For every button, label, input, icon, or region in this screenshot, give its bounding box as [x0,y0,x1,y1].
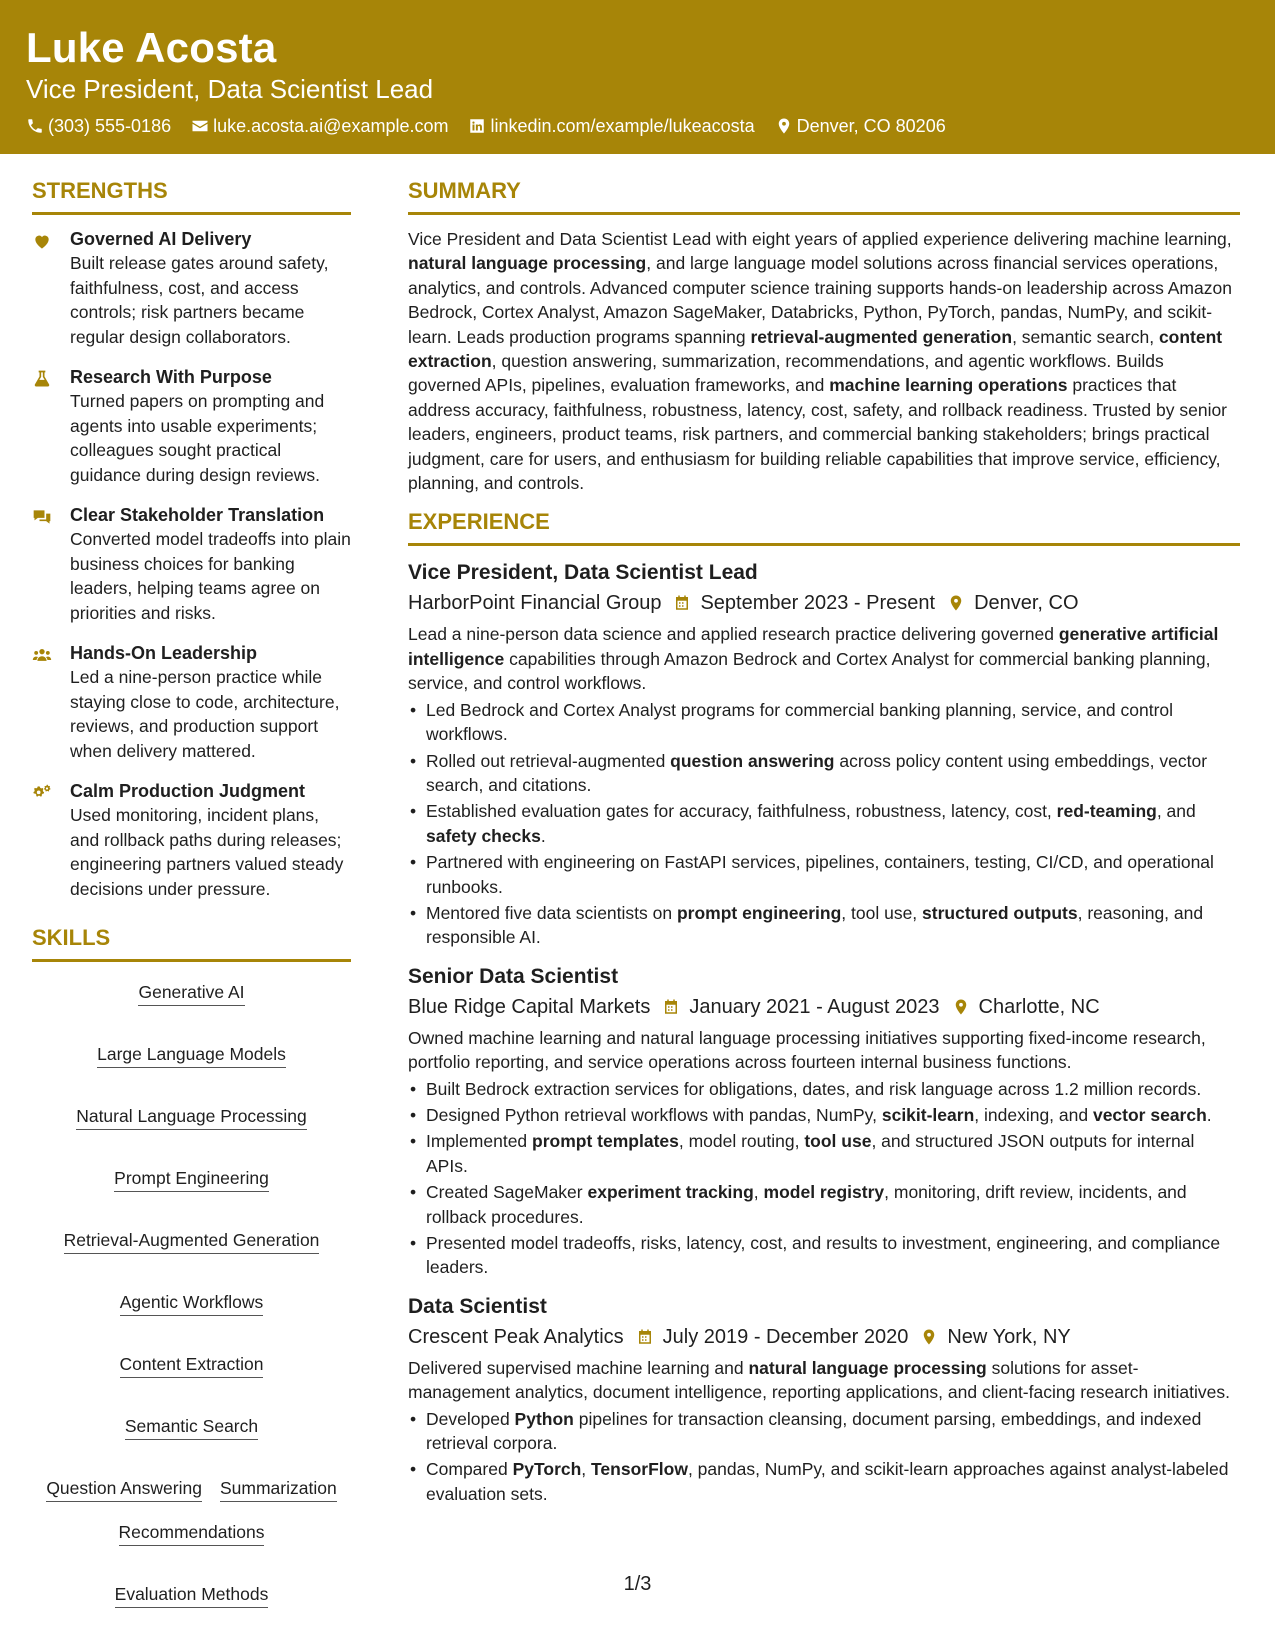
skill-tag: Retrieval-Augmented Generation [64,1228,320,1254]
text-run: . [540,825,546,846]
skills-heading: SKILLS [32,923,351,962]
summary-heading: SUMMARY [408,176,1240,215]
phone-text: (303) 555-0186 [48,116,172,136]
text-run: Led Bedrock and Cortex Analyst programs for commercial banking planning, service, and control workflows. [426,699,1174,745]
job-location: Charlotte, NC [978,995,1100,1018]
bullet-item [408,1077,1240,1101]
strength-item [32,641,351,763]
bold-text: retrieval-augmented generation [750,326,1013,347]
strength-description: Built release gates around safety, faithfulness, cost, and access controls; risk partners became regular design collaborators. [70,253,329,347]
text-run: Compared [426,1459,513,1480]
experience-entry [408,558,1240,949]
summary-text [408,227,1240,495]
contact-location [775,114,946,138]
job-meta [408,1322,1240,1352]
skill-tag: Recommendations [119,1520,265,1546]
bullet-item [408,698,1240,747]
job-location: New York, NY [947,1325,1071,1348]
company-name: HarborPoint Financial Group [408,592,662,615]
bold-text: PyTorch [512,1459,582,1480]
strength-item [32,365,351,487]
text-run: Vice President and Data Scientist Lead with eight years of applied experience delivering machine learning, [408,229,1232,249]
heart-icon [32,231,52,251]
strength-item [32,503,351,625]
bold-text: scikit-learn [881,1104,975,1125]
strength-item [32,779,351,901]
strength-title: Hands-On Leadership [70,643,258,663]
text-run: solutions for asset-management analytics, document intelligence, reporting applications, and client-facing research initiatives. [408,1357,1230,1403]
contact-phone[interactable] [26,114,171,138]
email-text: luke.acosta.ai@example.com [213,116,449,136]
map-pin-icon [947,594,965,612]
skill-tag: Generative AI [138,980,244,1006]
bold-text: red-teaming [1056,801,1157,822]
strengths-heading: STRENGTHS [32,176,351,215]
bullet-item [408,850,1240,899]
job-bullets [408,1407,1240,1507]
text-run: , pandas, NumPy, and scikit-learn approaches against analyst-labeled evaluation sets. [426,1459,1229,1504]
text-run: , [581,1459,592,1480]
strength-description: Turned papers on prompting and agents into usable experiments; colleagues sought practical guidance during design reviews. [70,391,325,485]
bold-text: generative artificial intelligence [408,624,1219,669]
strength-title: Clear Stakeholder Translation [70,505,325,525]
comments-icon [32,507,52,527]
bullet-item [408,749,1240,798]
text-run: , tool use, [841,902,923,923]
text-run: , and large language model solutions across financial services operations, analytics, and controls. Advanced computer science training supports hands-on leadership across Amazon Bedrock, Cortex Analyst, Amazon SageMaker, Databricks, Python, PyTorch, pandas, NumPy, and scikit-learn. Leads production programs spanning [408,253,1232,347]
text-run: Partnered with engineering on FastAPI services, pipelines, containers, testing, CI/CD, and operational runbooks. [426,852,1214,897]
strength-description: Converted model tradeoffs into plain business choices for banking leaders, helping teams agree on priorities and risks. [70,529,351,623]
skill-tag: Natural Language Processing [76,1104,307,1130]
bullet-item [408,1103,1240,1127]
text-run: Created SageMaker [426,1182,588,1203]
skill-tag: Evaluation Methods [115,1582,269,1608]
company-name: Crescent Peak Analytics [408,1325,624,1348]
bold-text: Python [514,1408,574,1429]
left-column [32,176,351,1626]
text-run: , monitoring, drift review, incidents, and rollback procedures. [426,1182,1187,1227]
resume-header [0,0,1275,154]
phone-icon [26,117,44,135]
bold-text: experiment tracking [587,1182,754,1203]
text-run: , and [1156,801,1196,822]
job-meta [408,992,1240,1022]
strength-title: Calm Production Judgment [70,781,306,801]
text-run: , model routing, [678,1131,805,1152]
linkedin-text: linkedin.com/example/lukeacosta [490,116,755,136]
bold-text: prompt engineering [676,902,842,923]
candidate-name: Luke Acosta [26,24,277,71]
text-run: Designed Python retrieval workflows with pandas, NumPy, [426,1104,882,1125]
location-text: Denver, CO 80206 [796,116,946,136]
bold-text: content extraction [408,326,1223,372]
company-name: Blue Ridge Capital Markets [408,995,651,1018]
bold-text: model registry [763,1182,885,1203]
skill-tag: Summarization [220,1476,337,1502]
text-run: Lead a nine-person data science and applied research practice delivering governed [408,624,1059,645]
map-pin-icon [952,998,970,1016]
text-run: Presented model tradeoffs, risks, latency, cost, and results to investment, engineering, and compliance leaders. [426,1233,1221,1278]
skill-tag: Large Language Models [97,1042,286,1068]
text-run: , and structured JSON outputs for internal APIs. [426,1131,1195,1176]
strength-title: Governed AI Delivery [70,229,252,249]
linkedin-icon [468,117,486,135]
bullet-item [408,1129,1240,1178]
contact-email[interactable] [191,114,448,138]
job-bullets [408,1077,1240,1280]
bullet-item [408,1457,1240,1506]
map-pin-icon [920,1328,938,1346]
text-run: capabilities through Amazon Bedrock and Cortex Analyst for commercial banking planning, service, and control workflows. [408,648,1211,694]
map-pin-icon [775,117,793,135]
job-location: Denver, CO [974,592,1079,615]
text-run: Delivered supervised machine learning and [408,1357,749,1378]
text-run: Developed [426,1408,515,1429]
envelope-icon [191,117,209,135]
text-run: , semantic search, [1012,326,1159,347]
text-run: Owned machine learning and natural language processing initiatives supporting fixed-income research, portfolio reporting, and service operations across fourteen internal business functions. [408,1027,1206,1073]
job-dates: July 2019 - December 2020 [662,1325,909,1348]
experience-entry [408,1292,1240,1506]
job-description [408,1356,1240,1405]
text-run: , question answering, summarization, recommendations, and agentic workflows. Builds governed APIs, pipelines, evaluation frameworks, and [408,351,1164,396]
job-description [408,622,1240,695]
job-dates: January 2021 - August 2023 [689,995,940,1018]
strength-title: Research With Purpose [70,367,272,387]
job-title: Data Scientist [408,1294,547,1318]
bullet-item [408,1180,1240,1229]
text-run: practices that address accuracy, faithfulness, robustness, latency, cost, safety, and rollback readiness. Trusted by senior leaders, engineers, product teams, risk partners, and commercial banking stakeholders; brings practical judgment, care for users, and enthusiasm for building reliable capabilities that improve service, efficiency, planning, and controls. [408,375,1228,494]
job-meta [408,588,1240,618]
bold-text: vector search [1092,1104,1207,1125]
job-title: Vice President, Data Scientist Lead [408,561,758,585]
job-title: Senior Data Scientist [408,964,619,988]
bold-text: TensorFlow [591,1459,688,1480]
job-description [408,1026,1240,1075]
text-run: , reasoning, and responsible AI. [426,902,1204,948]
text-run: Mentored five data scientists on [426,902,677,923]
bold-text: natural language processing [748,1357,987,1378]
bullet-item [408,901,1240,950]
skill-tag: Prompt Engineering [114,1166,269,1192]
users-icon [32,645,52,665]
bold-text: safety checks [426,825,541,846]
bold-text: tool use [804,1131,872,1152]
calendar-icon [636,1328,654,1346]
strength-item [32,227,351,349]
experience-entry [408,962,1240,1280]
bullet-item [408,1407,1240,1456]
flask-icon [32,369,52,389]
experience-heading: EXPERIENCE [408,507,1240,546]
text-run: pipelines for transaction cleansing, document parsing, embeddings, and indexed retrieval corpora. [426,1408,1202,1454]
calendar-icon [673,594,691,612]
bold-text: prompt templates [532,1131,679,1152]
skills-list [32,974,351,1626]
bold-text: structured outputs [922,902,1078,923]
skill-tag: Semantic Search [125,1414,258,1440]
text-run: , indexing, and [974,1104,1093,1125]
right-column [408,176,1240,1518]
job-bullets [408,698,1240,950]
strength-description: Led a nine-person practice while staying close to code, architecture, reviews, and production support when delivery mattered. [70,667,340,761]
calendar-icon [662,998,680,1016]
text-run: Built Bedrock extraction services for obligations, dates, and risk language across 1.2 million records. [426,1078,1202,1099]
contact-linkedin[interactable] [468,114,754,138]
text-run: , [753,1182,764,1203]
bold-text: machine learning operations [829,375,1068,396]
text-run: . [1206,1104,1212,1125]
contact-bar [26,114,1249,138]
text-run: Rolled out retrieval-augmented [426,750,671,771]
cogs-icon [32,783,52,803]
bold-text: question answering [670,750,835,771]
text-run: Established evaluation gates for accuracy, faithfulness, robustness, latency, cost, [426,801,1057,822]
text-run: across policy content using embeddings, vector search, and citations. [426,750,1208,795]
skill-tag: Question Answering [46,1476,202,1502]
candidate-role: Vice President, Data Scientist Lead [26,74,434,104]
job-dates: September 2023 - Present [700,592,936,615]
bullet-item [408,799,1240,848]
experience-list [408,558,1240,1506]
skill-tag: Agentic Workflows [120,1290,264,1316]
text-run: Implemented [426,1131,533,1152]
skill-tag: Content Extraction [120,1352,264,1378]
bold-text: natural language processing [408,253,647,274]
page-number: 1/3 [623,1573,652,1595]
bullet-item [408,1231,1240,1280]
strength-description: Used monitoring, incident plans, and rollback paths during releases; engineering partners valued steady decisions under pressure. [70,805,344,899]
